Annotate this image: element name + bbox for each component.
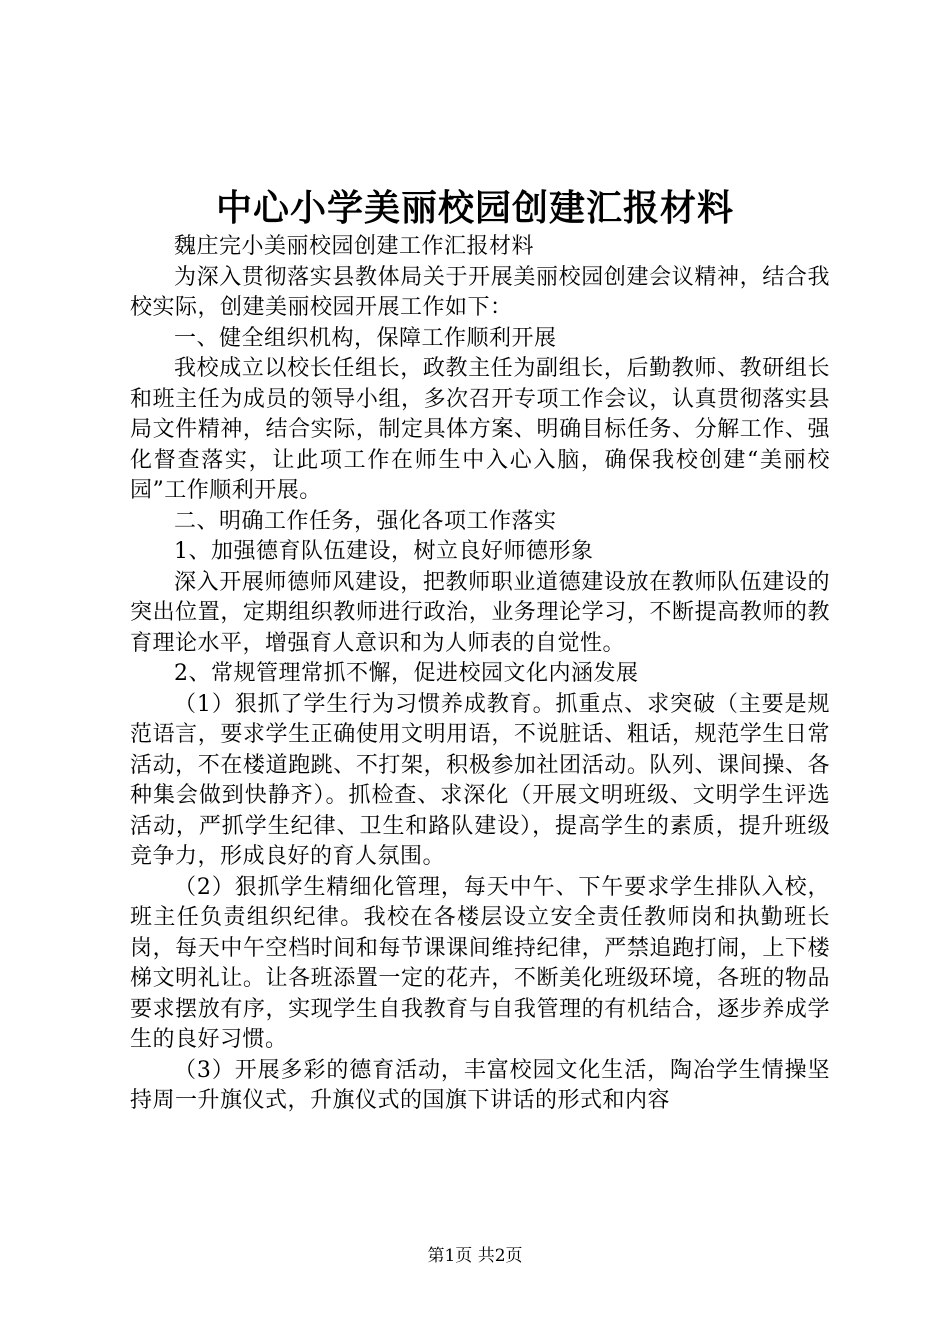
subsection-heading: 2、常规管理常抓不懈，促进校园文化内涵发展: [174, 661, 639, 686]
section-heading: 一、健全组织机构，保障工作顺利开展: [174, 325, 557, 351]
paragraph: （1）狠抓了学生行为习惯养成教育。抓重点、求突破（主要是规范语言，要求学生正确使用文明用语，不说脏话、粗话，规范学生日常活动，不在楼道跑跳、不打架，积极参加社团活动。队列、课间操、各种集会做到快静齐）。抓检查、求深化（开展文明班级、文明学生评选活动，严抓学生纪律、卫生和路队建设），提高学生的素质，提升班级竞争力，形成良好的育人氛围。: [130, 691, 830, 869]
page-footer: 第1页 共2页: [427, 1246, 523, 1266]
subsection-heading: 1、加强德育队伍建设，树立良好师德形象: [174, 539, 594, 564]
document-body: [130, 232, 830, 1117]
paragraph: 为深入贯彻落实县教体局关于开展美丽校园创建会议精神，结合我校实际，创建美丽校园开展工作如下：: [130, 264, 830, 320]
document-title: 中心小学美丽校园创建汇报材料: [215, 187, 734, 229]
paragraph: （3）开展多彩的德育活动，丰富校园文化生活，陶冶学生情操坚持周一升旗仪式，升旗仪式的国旗下讲话的形式和内容: [130, 1057, 830, 1113]
paragraph: 深入开展师德师风建设，把教师职业道德建设放在教师队伍建设的突出位置，定期组织教师进行政治，业务理论学习，不断提高教师的教育理论水平，增强育人意识和为人师表的自觉性。: [130, 569, 830, 656]
paragraph: 我校成立以校长任组长，政教主任为副组长，后勤教师、教研组长和班主任为成员的领导小组，多次召开专项工作会议，认真贯彻落实县局文件精神，结合实际，制定具体方案、明确目标任务、分解工作、强化督查落实，让此项工作在师生中入心入脑，确保我校创建“美丽校园”工作顺利开展。: [130, 356, 830, 503]
section-heading: 二、明确工作任务，强化各项工作落实: [174, 508, 557, 534]
paragraph: （2）狠抓学生精细化管理，每天中午、下午要求学生排队入校，班主任负责组织纪律。我校在各楼层设立安全责任教师岗和执勤班长岗，每天中午空档时间和每节课课间维持纪律，严禁追跑打闹，上下楼梯文明礼让。让各班添置一定的花卉，不断美化班级环境，各班的物品要求摆放有序，实现学生自我教育与自我管理的有机结合，逐步养成学生的良好习惯。: [130, 874, 830, 1052]
paragraph: 魏庄完小美丽校园创建工作汇报材料: [174, 234, 535, 259]
